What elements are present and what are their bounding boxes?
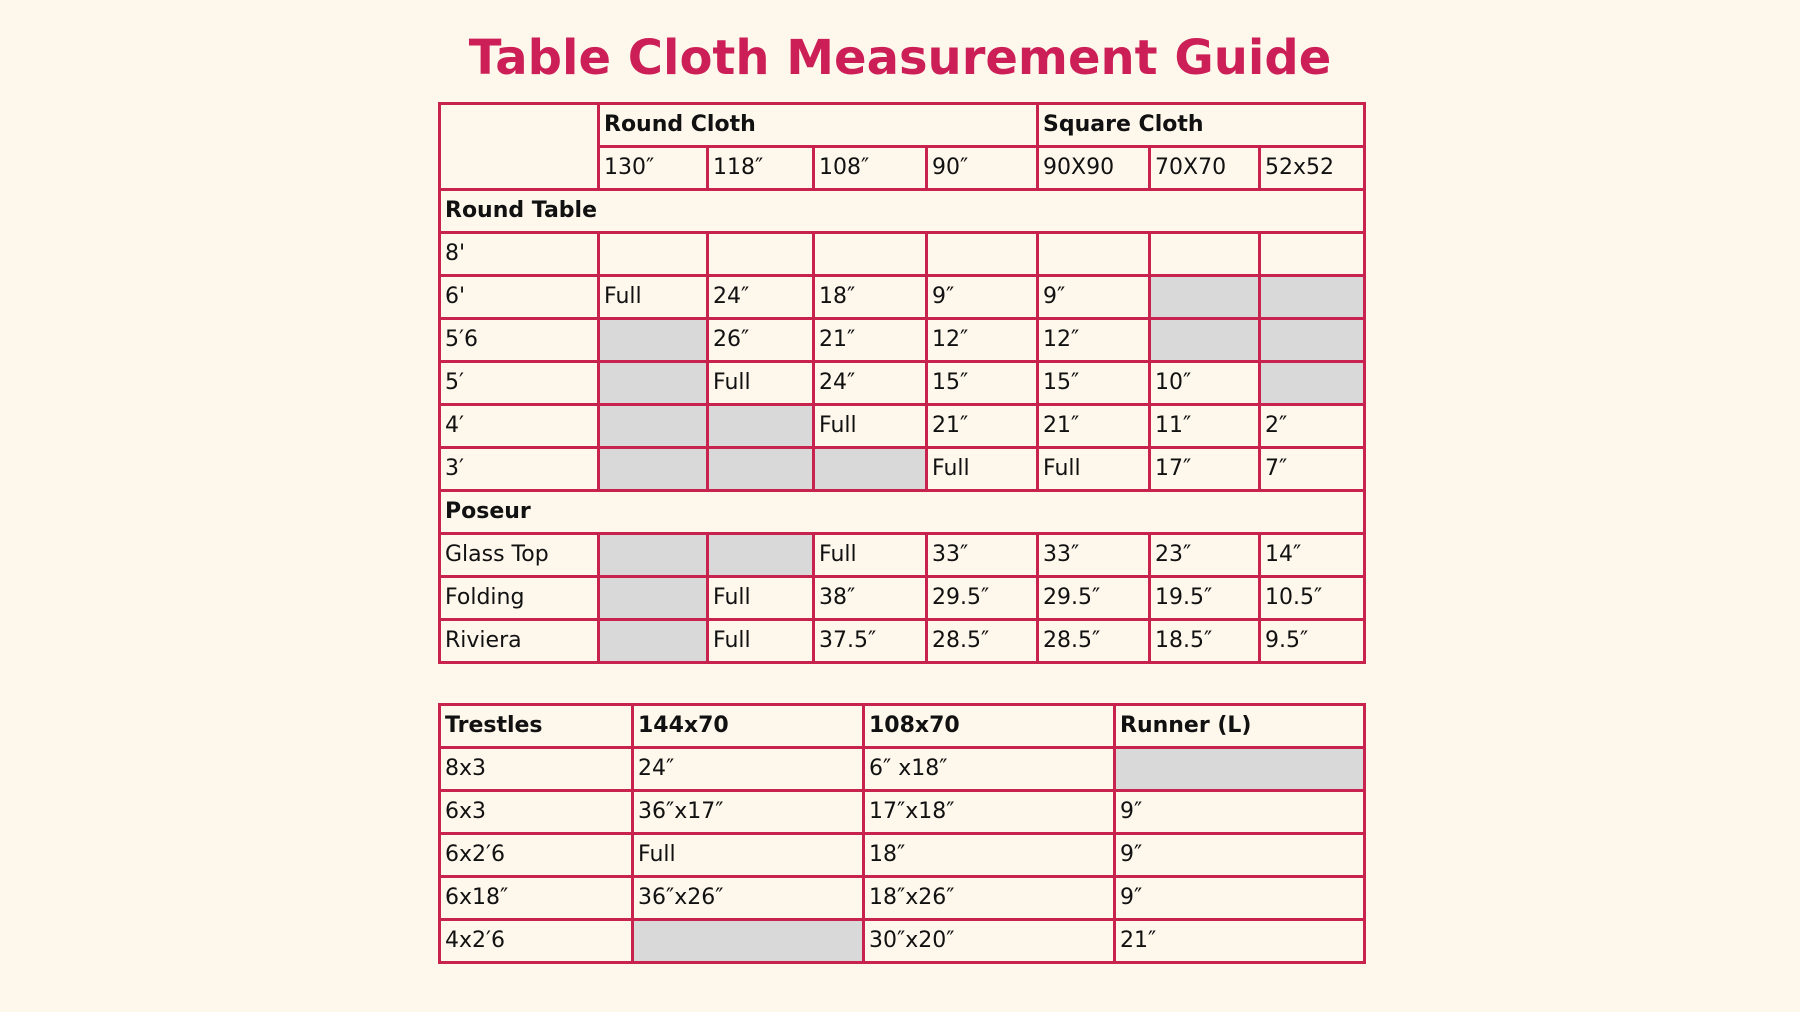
- measurement-cell: 36″x26″: [633, 877, 864, 920]
- table-row: [440, 791, 1365, 834]
- unavailable-cell: [1260, 362, 1365, 405]
- unavailable-cell: [599, 405, 708, 448]
- row-label: 6': [440, 276, 599, 319]
- measurement-cell: 15″: [927, 362, 1038, 405]
- trestle-cloth-table: [438, 703, 1366, 964]
- table-row: [440, 748, 1365, 791]
- measurement-cell: [927, 233, 1038, 276]
- column-header-trestles: Trestles: [440, 705, 633, 748]
- measurement-cell: 9″: [927, 276, 1038, 319]
- measurement-cell: 18″: [814, 276, 927, 319]
- measurement-cell: 19.5″: [1150, 577, 1260, 620]
- measurement-cell: 7″: [1260, 448, 1365, 491]
- measurement-cell: 9″: [1038, 276, 1150, 319]
- row-label: 4′: [440, 405, 599, 448]
- measurement-cell: 28.5″: [1038, 620, 1150, 663]
- measurement-cell: [1038, 233, 1150, 276]
- measurement-cell: 15″: [1038, 362, 1150, 405]
- measurement-cell: 33″: [927, 534, 1038, 577]
- measurement-cell: 21″: [814, 319, 927, 362]
- measurement-cell: Full: [927, 448, 1038, 491]
- measurement-cell: 18.5″: [1150, 620, 1260, 663]
- measurement-cell: Full: [708, 362, 814, 405]
- measurement-cell: 28.5″: [927, 620, 1038, 663]
- measurement-cell: 17″x18″: [864, 791, 1115, 834]
- cloth-group-header-row: [440, 104, 1365, 147]
- measurement-cell: 29.5″: [1038, 577, 1150, 620]
- table-row: [440, 448, 1365, 491]
- measurement-cell: 21″: [1115, 920, 1365, 963]
- row-label: 6x18″: [440, 877, 633, 920]
- row-label: 6x2′6: [440, 834, 633, 877]
- group-header-square-cloth: Square Cloth: [1038, 104, 1365, 147]
- measurement-cell: Full: [599, 276, 708, 319]
- row-label: 8': [440, 233, 599, 276]
- measurement-cell: 37.5″: [814, 620, 927, 663]
- round-cloth-table: [438, 102, 1366, 664]
- measurement-cell: 18″: [864, 834, 1115, 877]
- measurement-cell: Full: [633, 834, 864, 877]
- measurement-cell: 29.5″: [927, 577, 1038, 620]
- table-row: [440, 319, 1365, 362]
- measurement-cell: 24″: [814, 362, 927, 405]
- unavailable-cell: [708, 534, 814, 577]
- measurement-cell: [1150, 233, 1260, 276]
- section-header-row: [440, 190, 1365, 233]
- measurement-cell: 2″: [1260, 405, 1365, 448]
- measurement-cell: 24″: [633, 748, 864, 791]
- section-title-round-table: Round Table: [440, 190, 1365, 233]
- measurement-cell: 21″: [1038, 405, 1150, 448]
- unavailable-cell: [599, 620, 708, 663]
- measurement-cell: Full: [814, 405, 927, 448]
- table-row: [440, 233, 1365, 276]
- row-label: 6x3: [440, 791, 633, 834]
- column-header-144x70: 144x70: [633, 705, 864, 748]
- unavailable-cell: [1115, 748, 1365, 791]
- table-row: [440, 620, 1365, 663]
- table-row: [440, 276, 1365, 319]
- measurement-cell: 6″ x18″: [864, 748, 1115, 791]
- measurement-cell: 21″: [927, 405, 1038, 448]
- column-header-108x70: 108x70: [864, 705, 1115, 748]
- cloth-size-90: 90″: [927, 147, 1038, 190]
- cloth-size-108: 108″: [814, 147, 927, 190]
- cloth-size-118: 118″: [708, 147, 814, 190]
- measurement-cell: 38″: [814, 577, 927, 620]
- unavailable-cell: [599, 448, 708, 491]
- table-row: [440, 362, 1365, 405]
- unavailable-cell: [708, 405, 814, 448]
- measurement-cell: 9.5″: [1260, 620, 1365, 663]
- measurement-cell: 36″x17″: [633, 791, 864, 834]
- measurement-cell: 30″x20″: [864, 920, 1115, 963]
- row-label: Folding: [440, 577, 599, 620]
- measurement-cell: [599, 233, 708, 276]
- measurement-cell: 18″x26″: [864, 877, 1115, 920]
- unavailable-cell: [1260, 319, 1365, 362]
- table-row: [440, 877, 1365, 920]
- cloth-size-52x52: 52x52: [1260, 147, 1365, 190]
- measurement-cell: Full: [1038, 448, 1150, 491]
- measurement-cell: 9″: [1115, 877, 1365, 920]
- measurement-cell: 10.5″: [1260, 577, 1365, 620]
- measurement-cell: 12″: [1038, 319, 1150, 362]
- measurement-cell: 23″: [1150, 534, 1260, 577]
- cloth-size-130: 130″: [599, 147, 708, 190]
- group-header-round-cloth: Round Cloth: [599, 104, 1038, 147]
- measurement-cell: Full: [708, 620, 814, 663]
- unavailable-cell: [633, 920, 864, 963]
- row-label: Riviera: [440, 620, 599, 663]
- measurement-cell: Full: [708, 577, 814, 620]
- corner-cell: [440, 104, 599, 190]
- cloth-size-90x90: 90X90: [1038, 147, 1150, 190]
- measurement-cell: 12″: [927, 319, 1038, 362]
- measurement-cell: 26″: [708, 319, 814, 362]
- table-row: [440, 834, 1365, 877]
- measurement-cell: [708, 233, 814, 276]
- unavailable-cell: [599, 534, 708, 577]
- measurement-cell: 11″: [1150, 405, 1260, 448]
- measurement-cell: Full: [814, 534, 927, 577]
- measurement-cell: [1260, 233, 1365, 276]
- table-row: [440, 534, 1365, 577]
- section-header-row: [440, 491, 1365, 534]
- unavailable-cell: [814, 448, 927, 491]
- unavailable-cell: [1150, 319, 1260, 362]
- unavailable-cell: [1150, 276, 1260, 319]
- row-label: 3′: [440, 448, 599, 491]
- measurement-cell: 17″: [1150, 448, 1260, 491]
- row-label: 5′6: [440, 319, 599, 362]
- measurement-cell: 9″: [1115, 791, 1365, 834]
- unavailable-cell: [1260, 276, 1365, 319]
- measurement-cell: 9″: [1115, 834, 1365, 877]
- measurement-cell: [814, 233, 927, 276]
- table-row: [440, 405, 1365, 448]
- row-label: 5′: [440, 362, 599, 405]
- page-title: Table Cloth Measurement Guide: [468, 30, 1332, 86]
- section-title-poseur: Poseur: [440, 491, 1365, 534]
- unavailable-cell: [708, 448, 814, 491]
- measurement-cell: 14″: [1260, 534, 1365, 577]
- row-label: Glass Top: [440, 534, 599, 577]
- unavailable-cell: [599, 577, 708, 620]
- cloth-size-70x70: 70X70: [1150, 147, 1260, 190]
- row-label: 4x2′6: [440, 920, 633, 963]
- table-row: [440, 577, 1365, 620]
- measurement-cell: 10″: [1150, 362, 1260, 405]
- column-header-runner-l: Runner (L): [1115, 705, 1365, 748]
- unavailable-cell: [599, 362, 708, 405]
- measurement-cell: 24″: [708, 276, 814, 319]
- trestle-header-row: [440, 705, 1365, 748]
- measurement-cell: 33″: [1038, 534, 1150, 577]
- row-label: 8x3: [440, 748, 633, 791]
- unavailable-cell: [599, 319, 708, 362]
- table-row: [440, 920, 1365, 963]
